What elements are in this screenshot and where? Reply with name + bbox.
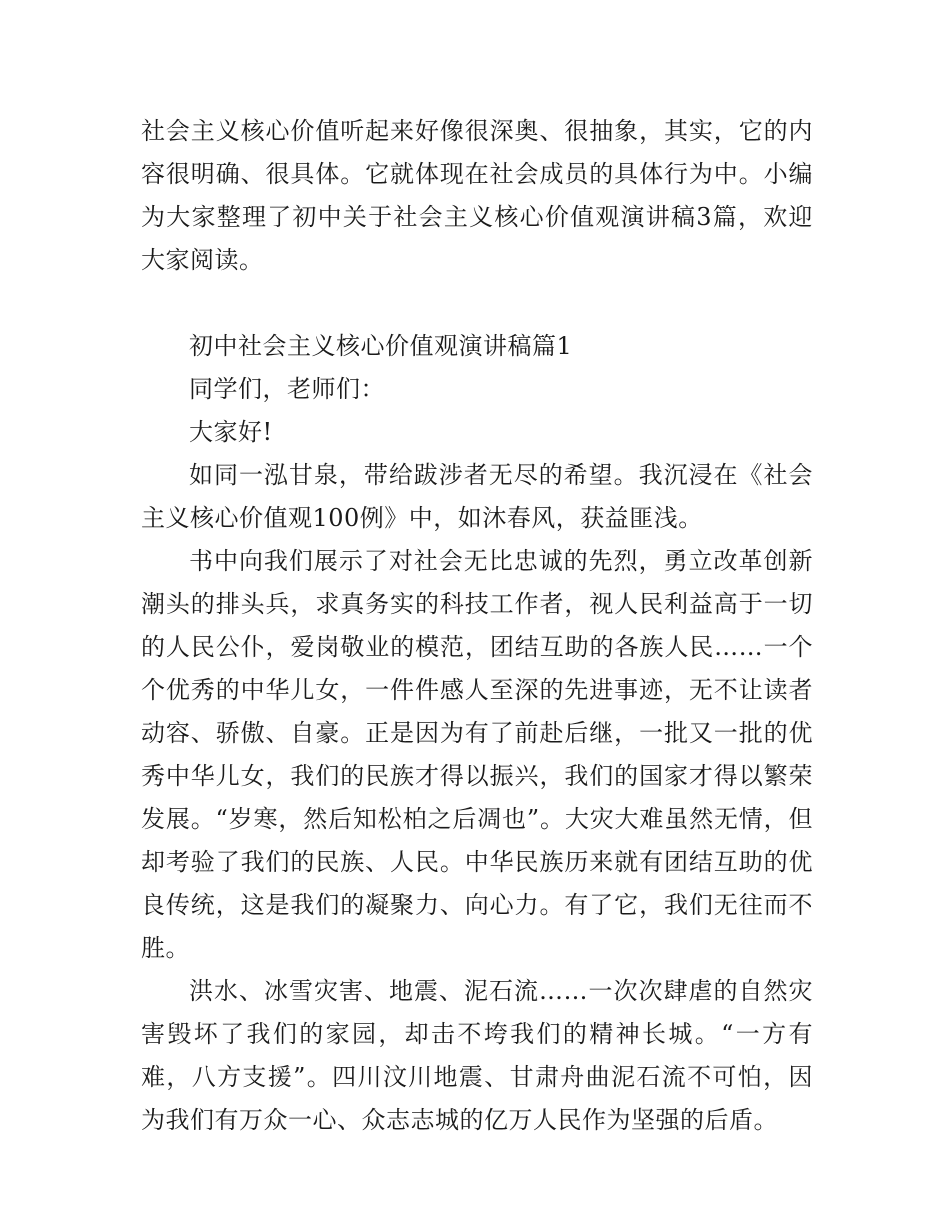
body-paragraph: 如同一泓甘泉，带给跋涉者无尽的希望。我沉浸在《社会主义核心价值观100例》中，如沐春风，获益匪浅。 [141, 461, 813, 532]
greeting: 大家好! [189, 418, 273, 446]
document-body [141, 110, 813, 1142]
salutation: 同学们，老师们： [189, 375, 385, 403]
body-paragraph: 洪水、冰雪灾害、地震、泥石流……一次次肆虐的自然灾害毁坏了我们的家园，却击不垮我们的精神长城。“一方有难，八方支援”。四川汶川地震、甘肃舟曲泥石流不可怕，因为我们有万众一心、众志志城的亿万人民作为坚强的后盾。 [141, 977, 813, 1134]
body-paragraph: 书中向我们展示了对社会无比忠诚的先烈，勇立改革创新潮头的排头兵，求真务实的科技工作者，视人民利益高于一切的人民公仆，爱岗敬业的模范，团结互助的各族人民……一个个优秀的中华儿女，一件件感人至深的先进事迹，无不让读者动容、骄傲、自豪。正是因为有了前赴后继，一批又一批的优秀中华儿女，我们的民族才得以振兴，我们的国家才得以繁荣发展。“岁寒，然后知松柏之后凋也”。大灾大难虽然无情，但却考验了我们的民族、人民。中华民族历来就有团结互助的优良传统，这是我们的凝聚力、向心力。有了它，我们无往而不胜。 [141, 547, 813, 962]
section-title: 初中社会主义核心价值观演讲稿篇1 [189, 332, 573, 360]
intro-paragraph: 社会主义核心价值听起来好像很深奥、很抽象，其实，它的内容很明确、很具体。它就体现在社会成员的具体行为中。小编为大家整理了初中关于社会主义核心价值观演讲稿3篇，欢迎大家阅读。 [141, 117, 813, 274]
